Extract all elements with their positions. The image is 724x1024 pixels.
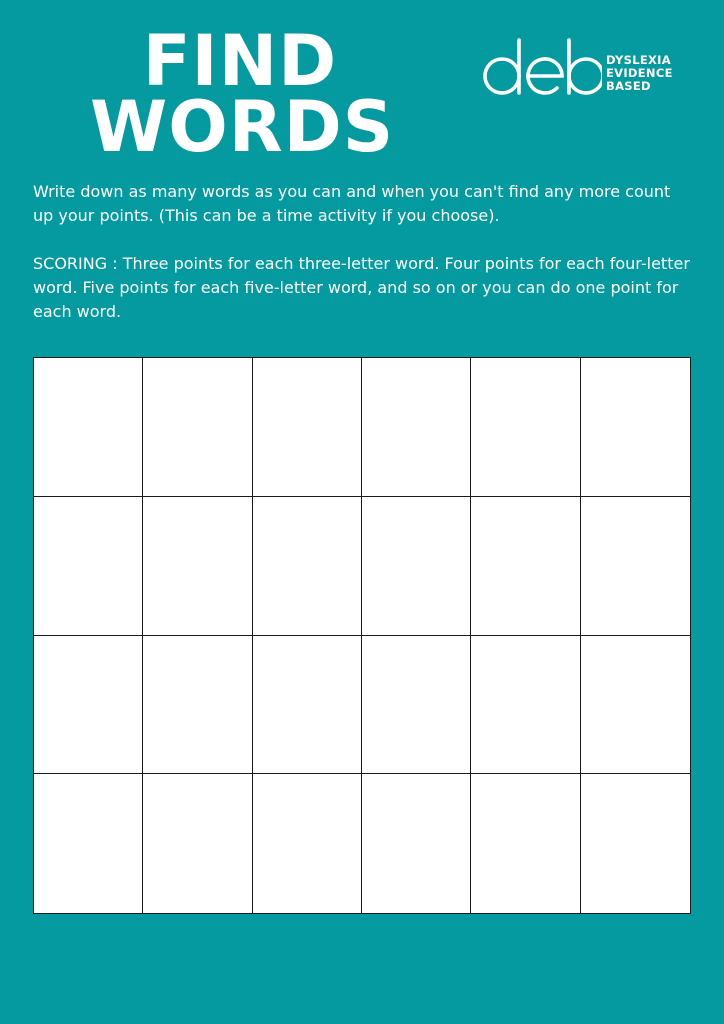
grid-cell[interactable] [362, 636, 471, 775]
logo-text-line-1: DYSLEXIA [606, 53, 671, 67]
deb-logo [482, 38, 692, 98]
grid-cell[interactable] [143, 358, 252, 497]
logo-text-line-2: EVIDENCE [606, 66, 673, 80]
instructions-paragraph: Write down as many words as you can and when you can't find any more count up your points. (This can be a time activity if you choose). [33, 182, 671, 225]
grid-cell[interactable] [253, 497, 362, 636]
grid-cell[interactable] [34, 774, 143, 913]
title-line-1: FIND [142, 20, 338, 102]
grid-cell[interactable] [253, 774, 362, 913]
grid-cell[interactable] [581, 497, 690, 636]
logo-text-line-3: BASED [606, 79, 651, 93]
grid-cell[interactable] [471, 774, 580, 913]
instructions [33, 180, 693, 324]
grid-cell[interactable] [143, 636, 252, 775]
grid-cell[interactable] [471, 497, 580, 636]
grid-cell[interactable] [34, 497, 143, 636]
grid-cell[interactable] [143, 497, 252, 636]
deb-logo-mark [482, 38, 602, 98]
page-title [90, 20, 395, 168]
grid-cell[interactable] [471, 636, 580, 775]
grid-cell[interactable] [362, 774, 471, 913]
grid-cell[interactable] [362, 358, 471, 497]
logo-wordmark [606, 54, 673, 93]
grid-cell[interactable] [34, 358, 143, 497]
word-grid [33, 357, 691, 914]
grid-cell[interactable] [471, 358, 580, 497]
grid-cell[interactable] [362, 497, 471, 636]
grid-cell[interactable] [581, 358, 690, 497]
grid-cell[interactable] [581, 636, 690, 775]
grid-cell[interactable] [581, 774, 690, 913]
grid-cell[interactable] [34, 636, 143, 775]
title-line-2: WORDS [90, 86, 395, 168]
grid-cell[interactable] [253, 636, 362, 775]
scoring-paragraph: SCORING : Three points for each three-letter word. Four points for each four-letter word. Five points for each five-letter word, and so on or you can do one point for each word. [33, 254, 690, 321]
grid-cell[interactable] [253, 358, 362, 497]
grid-cell[interactable] [143, 774, 252, 913]
